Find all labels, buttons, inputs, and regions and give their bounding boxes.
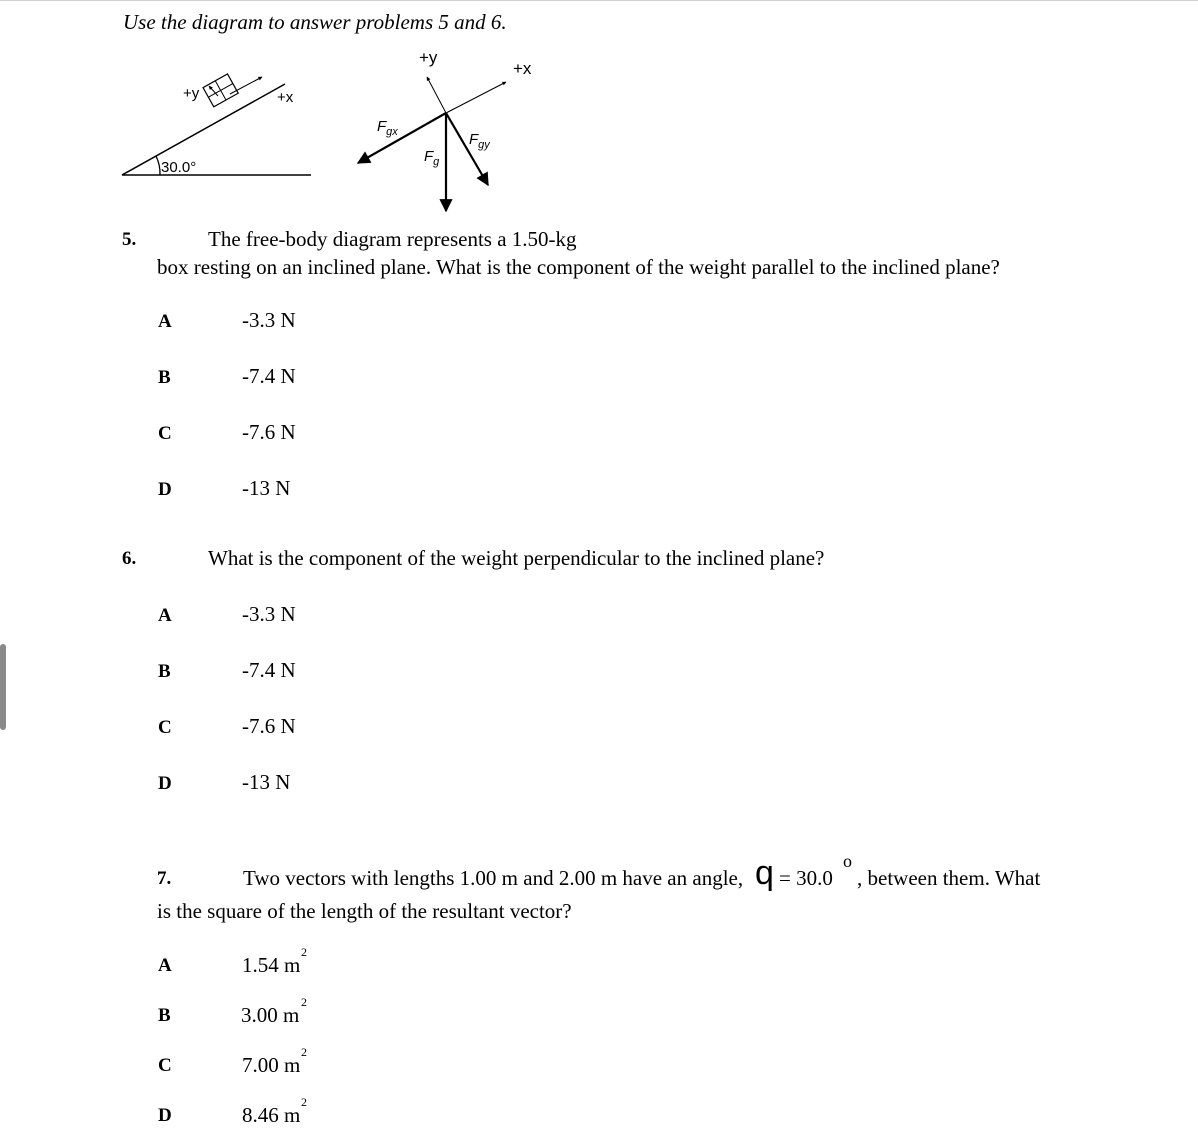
question-6-number: 6. <box>122 548 137 569</box>
q7-choice-b-text[interactable]: 3.00 m <box>241 1003 300 1027</box>
scrollbar-thumb[interactable] <box>0 644 6 730</box>
question-7-number: 7. <box>157 868 172 889</box>
fbd-x-axis-arrow <box>446 82 506 113</box>
q7-choice-a-text[interactable]: 1.54 m <box>242 953 301 977</box>
fgx-label: $F_{gx}$ <box>377 118 398 138</box>
problem-diagrams <box>0 0 1198 230</box>
fbd-y-axis-arrow <box>427 77 446 113</box>
question-6-text: What is the component of the weight perpendicular to the inclined plane? <box>208 546 825 570</box>
q6-choice-c-letter[interactable]: C <box>158 717 172 738</box>
q7-choice-b-letter[interactable]: B <box>158 1005 171 1026</box>
incline-angle-arc <box>156 156 160 175</box>
q5-choice-a-letter[interactable]: A <box>158 311 172 332</box>
free-body-diagram <box>358 48 532 211</box>
q5-choice-a-text[interactable]: -3.3 N <box>242 308 296 332</box>
q7-choice-d-text[interactable]: 8.46 m <box>242 1103 301 1127</box>
intro-text: Use the diagram to answer problems 5 and 6. <box>123 10 507 34</box>
q7-choice-d-exponent: 2 <box>301 1095 307 1109</box>
question-5-line-2: box resting on an inclined plane. What is the component of the weight parallel to the inclined plane? <box>157 255 1000 279</box>
incline-box <box>203 74 238 107</box>
degree-symbol: o <box>843 851 852 871</box>
fbd-x-label: +x <box>513 59 532 78</box>
q6-choice-c-text[interactable]: -7.6 N <box>242 714 296 738</box>
q7-choice-a-exponent: 2 <box>301 945 307 959</box>
fg-label: $F_g$ <box>424 148 440 168</box>
question-7-line-1-end: , between them. What <box>857 866 1041 890</box>
q5-choice-b-letter[interactable]: B <box>158 367 171 388</box>
q7-choice-a-letter[interactable]: A <box>158 955 172 976</box>
q6-choice-d-text[interactable]: -13 N <box>242 770 291 794</box>
incline-y-label: +y <box>183 85 200 102</box>
question-5-number: 5. <box>122 229 137 250</box>
incline-slope-line <box>122 84 285 175</box>
question-5-line-1: The free-body diagram represents a 1.50-kg <box>208 227 577 251</box>
q5-choice-d-text[interactable]: -13 N <box>242 476 291 500</box>
q6-choice-b-text[interactable]: -7.4 N <box>242 658 296 682</box>
q6-choice-a-text[interactable]: -3.3 N <box>242 602 296 626</box>
fgy-label: $F_{gy}$ <box>469 131 490 151</box>
question-7-angle-value: = 30.0 <box>779 866 833 890</box>
fbd-y-label: +y <box>419 48 438 67</box>
q6-choice-d-letter[interactable]: D <box>158 773 172 794</box>
q5-choice-b-text[interactable]: -7.4 N <box>242 364 296 388</box>
q7-choice-d-letter[interactable]: D <box>158 1105 172 1126</box>
incline-diagram <box>122 74 311 176</box>
question-7-line-2: is the square of the length of the resultant vector? <box>157 899 572 923</box>
incline-angle-label: 30.0° <box>161 159 197 176</box>
q5-choice-c-text[interactable]: -7.6 N <box>242 420 296 444</box>
q7-choice-c-text[interactable]: 7.00 m <box>242 1053 301 1077</box>
q5-choice-d-letter[interactable]: D <box>158 479 172 500</box>
incline-x-axis-arrow <box>230 77 262 94</box>
theta-symbol: q <box>755 854 774 892</box>
q6-choice-b-letter[interactable]: B <box>158 661 171 682</box>
q7-choice-c-exponent: 2 <box>301 1045 307 1059</box>
q5-choice-c-letter[interactable]: C <box>158 423 172 444</box>
q7-choice-c-letter[interactable]: C <box>158 1055 172 1076</box>
q7-choice-b-exponent: 2 <box>301 995 307 1009</box>
incline-x-label: +x <box>277 89 294 106</box>
question-7-line-1-start: Two vectors with lengths 1.00 m and 2.00 m have an angle, <box>243 866 744 890</box>
q6-choice-a-letter[interactable]: A <box>158 605 172 626</box>
